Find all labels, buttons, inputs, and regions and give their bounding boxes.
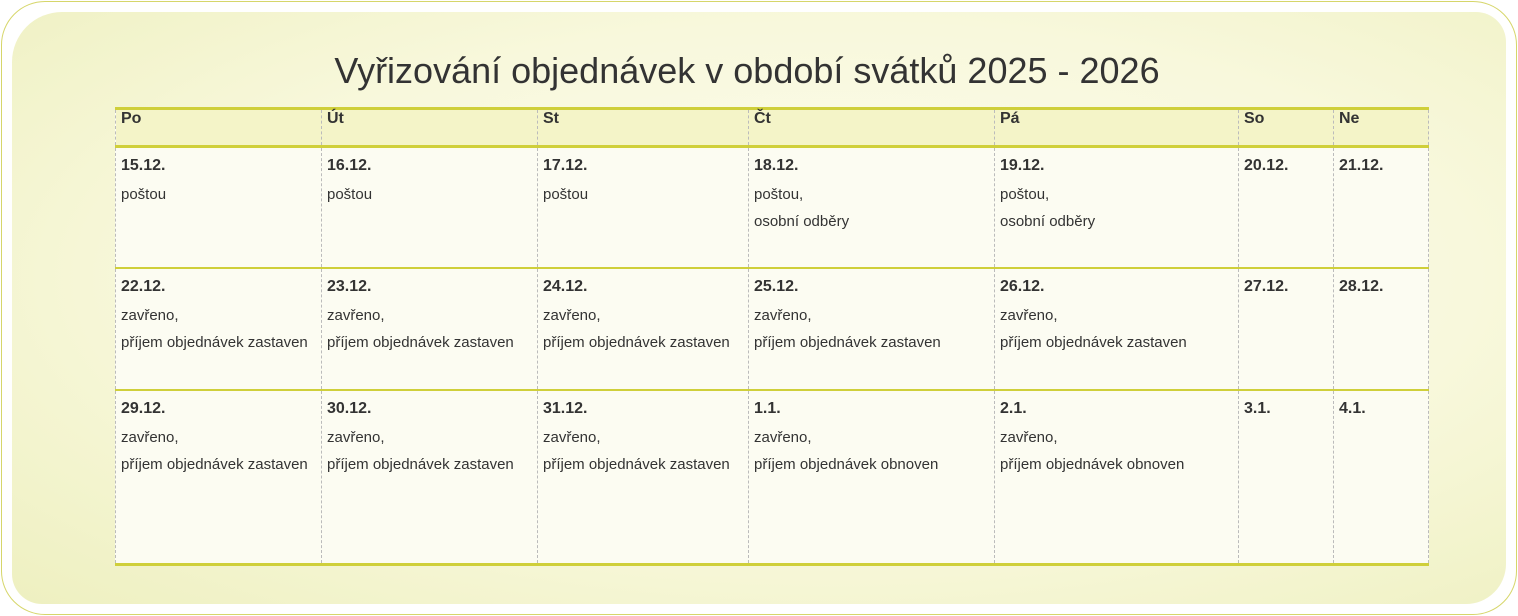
day-cell — [995, 268, 1239, 390]
day-note: příjem objednávek obnoven — [754, 456, 939, 473]
day-note: zavřeno, — [543, 307, 601, 324]
day-note: příjem objednávek zastaven — [121, 456, 308, 473]
day-cell — [749, 147, 995, 269]
day-cell — [749, 268, 995, 390]
day-date: 16.12. — [327, 157, 372, 174]
holiday-calendar-table — [115, 107, 1429, 566]
day-date: 23.12. — [327, 278, 372, 295]
day-note: příjem objednávek zastaven — [754, 334, 941, 351]
day-note: poštou — [121, 186, 167, 203]
day-date: 3.1. — [1244, 400, 1271, 417]
day-note: příjem objednávek zastaven — [543, 456, 730, 473]
day-date: 22.12. — [121, 278, 166, 295]
day-header: Čt — [749, 109, 995, 147]
day-header: Po — [116, 109, 322, 147]
day-date: 19.12. — [1000, 157, 1045, 174]
day-date: 30.12. — [327, 400, 372, 417]
week-row — [116, 268, 1429, 390]
day-note: poštou, — [1000, 186, 1050, 203]
day-date: 15.12. — [121, 157, 166, 174]
day-note: příjem objednávek zastaven — [543, 334, 730, 351]
day-note: zavřeno, — [1000, 429, 1058, 446]
day-note: příjem objednávek zastaven — [327, 334, 514, 351]
day-cell — [116, 390, 322, 565]
day-note: příjem objednávek zastaven — [327, 456, 514, 473]
day-cell — [116, 268, 322, 390]
page-title: Vyřizování objednávek v období svátků 2025 - 2026 — [334, 50, 1160, 91]
day-note: zavřeno, — [543, 429, 601, 446]
day-note: zavřeno, — [121, 307, 179, 324]
day-header: St — [538, 109, 749, 147]
day-note: poštou — [543, 186, 589, 203]
day-note: zavřeno, — [121, 429, 179, 446]
day-date: 25.12. — [754, 278, 799, 295]
day-cell — [1239, 390, 1334, 565]
day-header: Ne — [1334, 109, 1429, 147]
day-date: 18.12. — [754, 157, 799, 174]
day-cell — [1334, 268, 1429, 390]
day-cell — [538, 390, 749, 565]
day-date: 26.12. — [1000, 278, 1045, 295]
day-date: 1.1. — [754, 400, 781, 417]
day-note: zavřeno, — [327, 429, 385, 446]
day-cell — [995, 390, 1239, 565]
day-note: poštou, — [754, 186, 804, 203]
day-cell — [538, 147, 749, 269]
day-cell — [995, 147, 1239, 269]
day-note: zavřeno, — [1000, 307, 1058, 324]
day-date: 24.12. — [543, 278, 588, 295]
day-cell — [322, 390, 538, 565]
day-cell — [1334, 390, 1429, 565]
day-cell — [322, 268, 538, 390]
day-cell — [322, 147, 538, 269]
day-date: 28.12. — [1339, 278, 1384, 295]
week-row — [116, 147, 1429, 269]
day-note: příjem objednávek obnoven — [1000, 456, 1185, 473]
day-header: Út — [322, 109, 538, 147]
day-cell — [1239, 147, 1334, 269]
day-date: 29.12. — [121, 400, 166, 417]
day-cell — [116, 147, 322, 269]
day-note: zavřeno, — [754, 429, 812, 446]
day-date: 27.12. — [1244, 278, 1289, 295]
day-note: poštou — [327, 186, 373, 203]
day-note: osobní odběry — [754, 213, 850, 230]
day-date: 17.12. — [543, 157, 588, 174]
day-note: zavřeno, — [754, 307, 812, 324]
day-note: příjem objednávek zastaven — [1000, 334, 1187, 351]
header-row — [116, 109, 1429, 147]
day-date: 31.12. — [543, 400, 588, 417]
day-date: 2.1. — [1000, 400, 1027, 417]
day-header: So — [1239, 109, 1334, 147]
day-cell — [1239, 268, 1334, 390]
day-note: příjem objednávek zastaven — [121, 334, 308, 351]
week-row — [116, 390, 1429, 565]
day-cell — [1334, 147, 1429, 269]
day-note: osobní odběry — [1000, 213, 1096, 230]
day-note: zavřeno, — [327, 307, 385, 324]
day-header: Pá — [995, 109, 1239, 147]
day-date: 20.12. — [1244, 157, 1289, 174]
day-cell — [538, 268, 749, 390]
day-date: 21.12. — [1339, 157, 1384, 174]
day-date: 4.1. — [1339, 400, 1366, 417]
day-cell — [749, 390, 995, 565]
